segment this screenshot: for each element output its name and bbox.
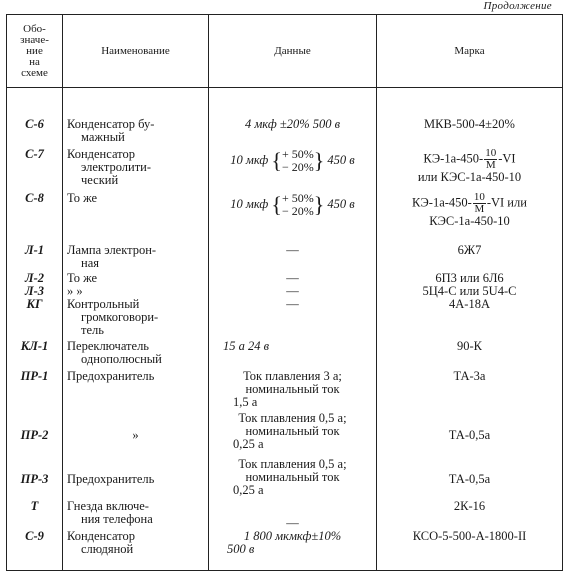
data-cell <box>209 412 377 458</box>
data-cell <box>209 530 377 570</box>
data-line: 0,25 а <box>233 483 264 497</box>
data-line: 1 800 мкмкф±10% <box>243 529 342 543</box>
mark-alternative: или КЭС-1а-450-10 <box>417 170 522 184</box>
name-cell <box>63 298 209 340</box>
designation-cell: Л-1 <box>7 244 63 272</box>
table-row <box>7 298 563 340</box>
designation-cell: КГ <box>7 298 63 340</box>
designation-cell: C-6 <box>7 118 63 148</box>
table-row <box>7 530 563 570</box>
name-line: громкоговори- <box>81 310 159 324</box>
table-header-row <box>7 15 563 88</box>
mark-cell: 5Ц4-С или 5U4-С <box>377 285 563 298</box>
name-line: То же <box>67 191 98 205</box>
data-cell: — <box>209 272 377 285</box>
data-cell <box>209 458 377 500</box>
table-row <box>7 244 563 272</box>
name-cell <box>63 458 209 500</box>
fraction: $\frac{10}{М}$ <box>473 191 485 215</box>
mark-cell: 2К-16 <box>377 500 563 530</box>
mark-alternative: КЭС-1а-450-10 <box>429 214 510 228</box>
table-row <box>7 500 563 530</box>
designation-cell: ПР-1 <box>7 370 63 412</box>
name-cell <box>63 340 209 370</box>
mark-cell: 6Ж7 <box>377 244 563 272</box>
name-line: Предохранитель <box>67 369 155 383</box>
data-cell: — <box>209 500 377 530</box>
mark-cell: КСО-5-500-А-1800-II <box>377 530 563 570</box>
data-cell: — <box>209 244 377 272</box>
table-row <box>7 340 563 370</box>
data-cell: 15 а 24 в <box>209 340 377 370</box>
components-table <box>6 14 563 571</box>
name-line: Конденсатор бу- <box>67 117 155 131</box>
mark-cell: ТА-0,5а <box>377 458 563 500</box>
mark-cell: 4А-18А <box>377 298 563 340</box>
designation-cell: ПР-3 <box>7 458 63 500</box>
data-cell <box>209 370 377 412</box>
data-value: 10 мкф <box>230 152 269 167</box>
name-cell <box>63 272 209 285</box>
name-cell <box>63 192 209 244</box>
table-row <box>7 458 563 500</box>
mark-cell: ТА-0,5а <box>377 412 563 458</box>
data-line: 500 в <box>227 542 255 556</box>
name-line: Конденсатор <box>67 529 135 543</box>
data-line: номинальный ток <box>245 382 340 396</box>
name-line: Конденсатор <box>67 147 135 161</box>
name-line: тель <box>81 323 104 337</box>
brace-symbol: { <box>271 148 282 173</box>
name-line: ческий <box>81 173 119 187</box>
table-row <box>7 370 563 412</box>
name-line: ная <box>81 256 99 270</box>
name-cell <box>63 412 209 458</box>
mark-cell: 6П3 или 6Л6 <box>377 272 563 285</box>
table-row <box>7 118 563 148</box>
mark-cell: МКВ-500-4±20% <box>377 118 563 148</box>
brace-symbol: { <box>271 192 282 217</box>
fraction: $\frac{10}{М}$ <box>485 147 497 171</box>
name-line: электролити- <box>81 160 152 174</box>
data-line: 1,5 а <box>233 395 258 409</box>
name-line: Предохранитель <box>67 471 155 486</box>
data-cell: — <box>209 285 377 298</box>
table-row <box>7 148 563 192</box>
table-row <box>7 412 563 458</box>
name-line: ния телефона <box>81 512 153 526</box>
name-cell <box>63 244 209 272</box>
designation-cell: КЛ-1 <box>7 340 63 370</box>
table-row <box>7 192 563 244</box>
data-cell: — <box>209 298 377 340</box>
name-line: Переключатель <box>67 339 150 353</box>
name-cell <box>63 500 209 530</box>
tolerance-stack: + 50% − 20% <box>281 147 314 174</box>
data-cell: 4 мкф ±20% 500 в <box>209 118 377 148</box>
column-header-mark: Марка <box>377 15 563 88</box>
name-cell <box>63 530 209 570</box>
mark-cell: КЭ-1а-450- $\frac{10}{М}$ -VI или КЭС-1а-450-10 <box>377 192 563 244</box>
column-header-name: Наименование <box>63 15 209 88</box>
name-cell <box>63 370 209 412</box>
brace-symbol: } <box>313 192 325 217</box>
designation-cell: C-8 <box>7 192 63 244</box>
continued-note: Продолжение <box>483 0 552 12</box>
mark-cell: ТА-3а <box>377 370 563 412</box>
name-line: » » <box>67 284 83 298</box>
name-cell <box>63 118 209 148</box>
name-line: Контрольный <box>67 297 140 311</box>
name-line: » <box>132 427 139 442</box>
column-header-designation: Обо- значе- ние на схеме <box>7 15 63 88</box>
table-spacer-row <box>7 88 563 119</box>
data-cell <box>209 148 377 192</box>
data-line: Ток плавления 0,5 а; <box>238 457 347 471</box>
mark-cell: КЭ-1а-450- $\frac{10}{М}$ -VI или КЭС-1а-450-10 <box>377 148 563 192</box>
data-line: номинальный ток <box>245 424 340 438</box>
name-cell <box>63 148 209 192</box>
brace-symbol: } <box>313 148 325 173</box>
designation-cell: C-7 <box>7 148 63 192</box>
name-line: Лампа электрон- <box>67 243 157 257</box>
data-line: 0,25 а <box>233 437 264 451</box>
designation-cell: C-9 <box>7 530 63 570</box>
name-line: То же <box>67 271 98 285</box>
name-line: мажный <box>81 130 125 144</box>
designation-cell: ПР-2 <box>7 412 63 458</box>
name-line: слюдяной <box>81 542 134 556</box>
data-cell <box>209 192 377 244</box>
data-voltage: 450 в <box>327 196 355 211</box>
data-voltage: 450 в <box>327 152 355 167</box>
column-header-data: Данные <box>209 15 377 88</box>
mark-cell: 90-К <box>377 340 563 370</box>
data-line: Ток плавления 0,5 а; <box>238 411 347 425</box>
designation-cell: Л-2 <box>7 272 63 285</box>
name-line: Гнезда включе- <box>67 499 149 513</box>
designation-cell: Т <box>7 500 63 530</box>
name-line: однополюсный <box>81 352 162 366</box>
data-value: 10 мкф <box>230 196 269 211</box>
tolerance-stack: + 50% − 20% <box>281 191 314 218</box>
designation-cell: Л-3 <box>7 285 63 298</box>
data-line: Ток плавления 3 а; <box>243 369 342 383</box>
data-line: номинальный ток <box>245 470 340 484</box>
